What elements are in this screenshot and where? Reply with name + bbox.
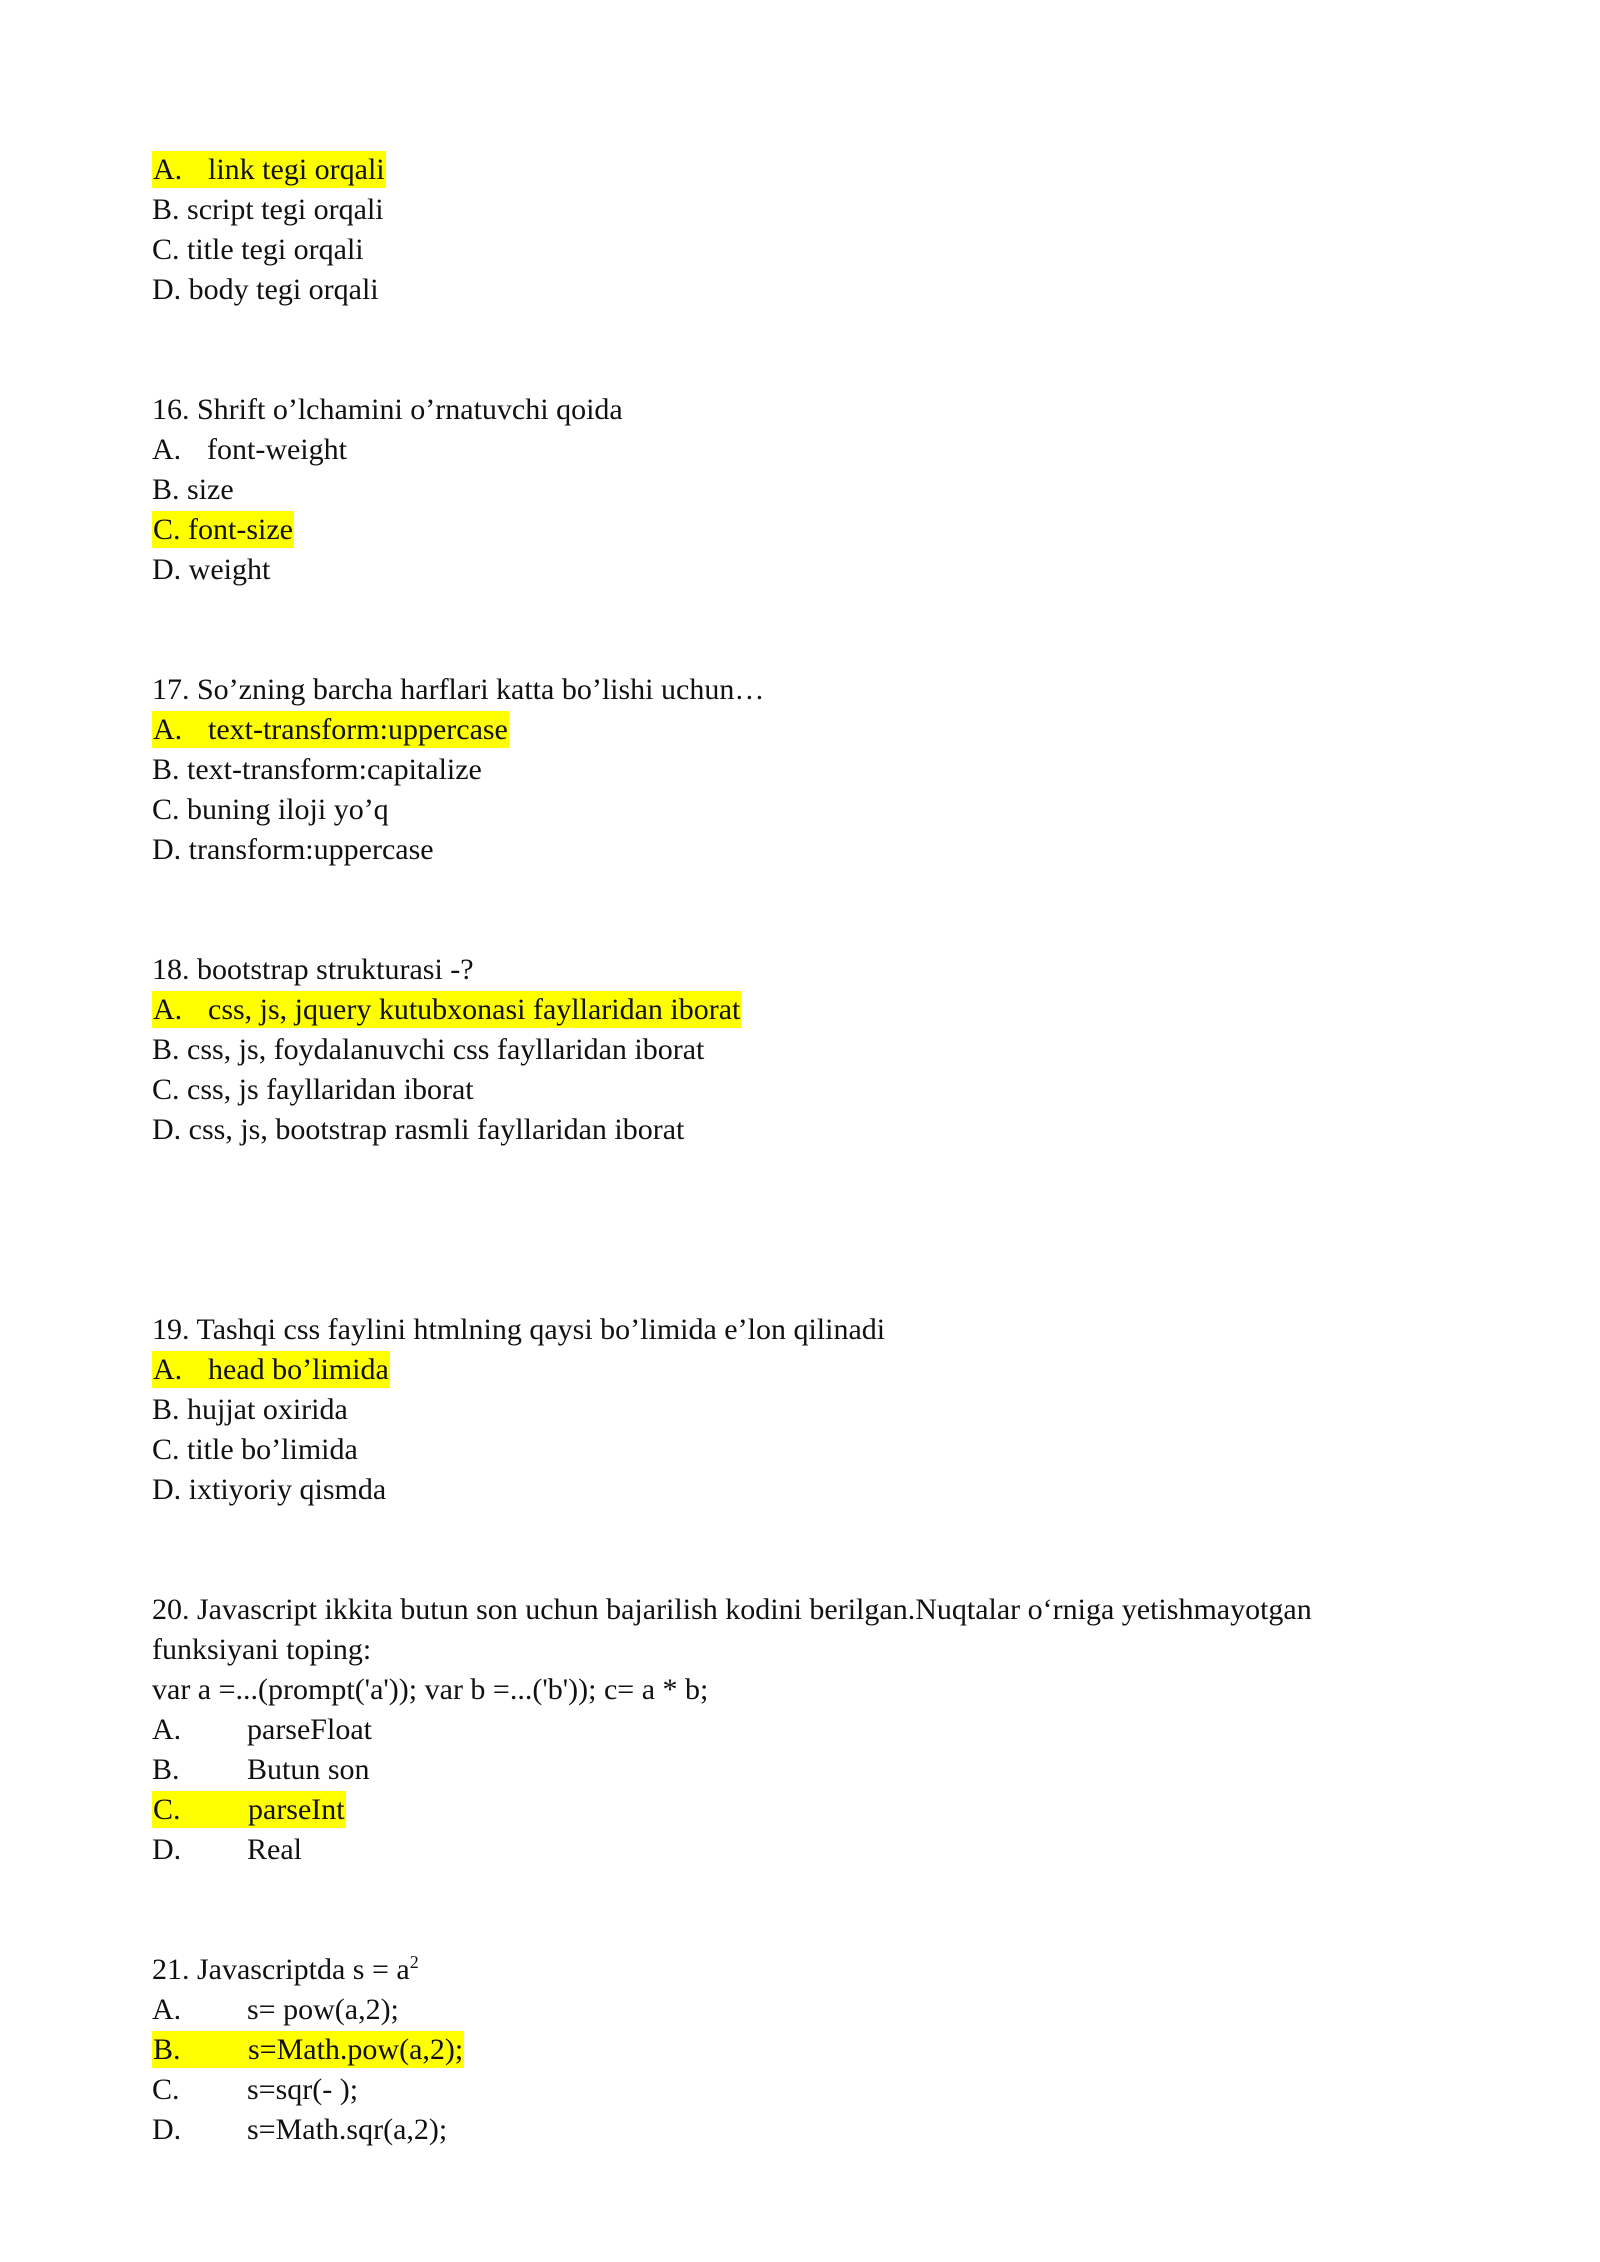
option-b xyxy=(152,2030,1452,2070)
option-d xyxy=(152,270,1452,310)
option-letter: A. xyxy=(152,1713,182,1746)
option-a xyxy=(152,1710,1452,1750)
option-text: text-transform:capitalize xyxy=(187,753,482,786)
option-text: head bo’limida xyxy=(208,1353,389,1386)
option-letter: C. xyxy=(152,2073,180,2106)
option-letter: D. xyxy=(152,273,182,306)
option-letter: D. xyxy=(152,1833,182,1866)
option-text: weight xyxy=(188,553,271,586)
option-d xyxy=(152,2110,1452,2150)
question-text: 18. bootstrap strukturasi -? xyxy=(152,953,474,986)
option-a xyxy=(152,1350,1452,1390)
option-text: title bo’limida xyxy=(187,1433,358,1466)
option-letter: B. xyxy=(152,193,180,226)
option-letter: B. xyxy=(152,1753,180,1786)
option-b xyxy=(152,470,1452,510)
option-c xyxy=(152,1070,1452,1110)
option-text: Butun son xyxy=(247,1753,370,1786)
option-text: text-transform:uppercase xyxy=(208,713,508,746)
option-text: css, js, bootstrap rasmli fayllaridan iborat xyxy=(188,1113,685,1146)
option-text: size xyxy=(187,473,234,506)
option-c xyxy=(152,230,1452,270)
option-text: link tegi orqali xyxy=(208,153,385,186)
option-a xyxy=(152,990,1452,1030)
option-a xyxy=(152,150,1452,190)
option-a xyxy=(152,710,1452,750)
option-text: transform:uppercase xyxy=(188,833,434,866)
option-b xyxy=(152,1390,1452,1430)
superscript: 2 xyxy=(409,1952,419,1972)
question-15-options xyxy=(152,150,1452,310)
option-letter: C. xyxy=(153,513,181,546)
option-letter: C. xyxy=(152,1073,180,1106)
option-letter: A. xyxy=(152,433,182,466)
option-c xyxy=(152,1790,1452,1830)
option-letter: D. xyxy=(152,2113,182,2146)
option-text: title tegi orqali xyxy=(187,233,364,266)
option-b xyxy=(152,750,1452,790)
question-text xyxy=(152,1950,1452,1990)
option-text: font-size xyxy=(188,513,293,546)
question-16 xyxy=(152,390,1452,590)
option-letter: B. xyxy=(153,2033,181,2066)
option-letter: D. xyxy=(152,1113,182,1146)
option-c xyxy=(152,2070,1452,2110)
question-20 xyxy=(152,1590,1452,1870)
option-text: s=sqr(- ); xyxy=(247,2073,359,2106)
option-letter: B. xyxy=(152,1393,180,1426)
option-text: s=Math.sqr(a,2); xyxy=(247,2113,448,2146)
option-letter: B. xyxy=(152,753,180,786)
option-text: ixtiyoriy qismda xyxy=(188,1473,387,1506)
option-text: buning iloji yo’q xyxy=(187,793,389,826)
option-letter: D. xyxy=(152,833,182,866)
option-text: css, js fayllaridan iborat xyxy=(187,1073,474,1106)
question-text-main: 21. Javascriptda s = a xyxy=(152,1953,410,1986)
option-a xyxy=(152,1990,1452,2030)
question-text: 17. So’zning barcha harflari katta bo’lishi uchun… xyxy=(152,673,765,706)
question-17 xyxy=(152,670,1452,870)
question-18 xyxy=(152,950,1452,1150)
option-letter: D. xyxy=(152,1473,182,1506)
option-letter: C. xyxy=(152,793,180,826)
option-letter: B. xyxy=(152,1033,180,1066)
option-letter: A. xyxy=(153,1353,183,1386)
option-a xyxy=(152,430,1452,470)
option-text: body tegi orqali xyxy=(188,273,379,306)
option-text: parseInt xyxy=(248,1793,345,1826)
option-text: font-weight xyxy=(207,433,347,466)
option-text: s= pow(a,2); xyxy=(247,1993,399,2026)
option-text: parseFloat xyxy=(247,1713,372,1746)
option-d xyxy=(152,1470,1452,1510)
option-text: css, js, foydalanuvchi css fayllaridan iborat xyxy=(187,1033,705,1066)
question-text-line1: 20. Javascript ikkita butun son uchun bajarilish kodini berilgan.Nuqtalar o‘rniga yetishmayotgan xyxy=(152,1593,1312,1626)
option-b xyxy=(152,1030,1452,1070)
option-letter: C. xyxy=(153,1793,181,1826)
question-21 xyxy=(152,1950,1452,2150)
code-snippet: var a =...(prompt('a')); var b =...('b')); c= a * b; xyxy=(152,1673,709,1706)
option-d xyxy=(152,830,1452,870)
option-text: script tegi orqali xyxy=(187,193,384,226)
option-letter: A. xyxy=(153,153,183,186)
option-letter: B. xyxy=(152,473,180,506)
option-letter: A. xyxy=(152,1993,182,2026)
option-letter: C. xyxy=(152,1433,180,1466)
option-text: s=Math.pow(a,2); xyxy=(248,2033,464,2066)
question-text-line2: funksiyani toping: xyxy=(152,1633,372,1666)
option-letter: D. xyxy=(152,553,182,586)
question-text: 19. Tashqi css faylini htmlning qaysi bo’limida e’lon qilinadi xyxy=(152,1313,886,1346)
option-letter: A. xyxy=(153,713,183,746)
option-c xyxy=(152,790,1452,830)
option-b xyxy=(152,1750,1452,1790)
option-text: Real xyxy=(247,1833,302,1866)
question-text: 16. Shrift o’lchamini o’rnatuvchi qoida xyxy=(152,393,623,426)
option-c xyxy=(152,510,1452,550)
option-d xyxy=(152,550,1452,590)
option-d xyxy=(152,1830,1452,1870)
option-letter: A. xyxy=(153,993,183,1026)
option-c xyxy=(152,1430,1452,1470)
option-letter: C. xyxy=(152,233,180,266)
option-text: css, js, jquery kutubxonasi fayllaridan iborat xyxy=(208,993,741,1026)
option-text: hujjat oxirida xyxy=(187,1393,348,1426)
option-d xyxy=(152,1110,1452,1150)
question-19 xyxy=(152,1310,1452,1510)
option-b xyxy=(152,190,1452,230)
